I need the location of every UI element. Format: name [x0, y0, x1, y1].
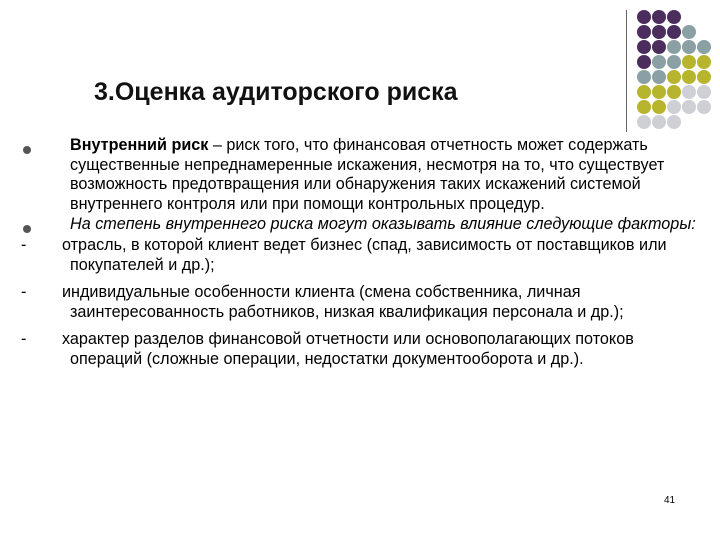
- dot-shape: [652, 100, 666, 114]
- dot-shape: [667, 70, 681, 84]
- dash-icon: -: [21, 330, 27, 349]
- dot-shape: [652, 40, 666, 54]
- term-definition: – риск того, что финансовая отчетность может содержать существенные непреднамеренные искажения, несмотря на то, что существует возможность предотвращения или обнаружения таких искажений системой внутреннего контроля или при помощи контрольных процедур.: [70, 136, 665, 213]
- dot-shape: [667, 115, 681, 129]
- dot-shape: [652, 25, 666, 39]
- list-item: [18, 236, 698, 275]
- dot-shape: [682, 70, 696, 84]
- page-number: 41: [664, 495, 676, 506]
- divider-line: [626, 10, 627, 132]
- list-item: [18, 330, 698, 369]
- dot-shape: [667, 40, 681, 54]
- bullet-icon: [23, 146, 31, 154]
- dot-shape: [697, 70, 711, 84]
- slide-content: [18, 136, 698, 370]
- dot-shape: [682, 40, 696, 54]
- factor-text: индивидуальные особенности клиента (смена собственника, личная заинтересованность работников, низкая квалификация персонала и др.);: [62, 283, 624, 321]
- dot-shape: [637, 70, 651, 84]
- dot-shape: [667, 100, 681, 114]
- dot-shape: [682, 85, 696, 99]
- dot-shape: [682, 55, 696, 69]
- dot-shape: [667, 25, 681, 39]
- term-bold: Внутренний риск: [70, 136, 209, 154]
- dot-shape: [637, 100, 651, 114]
- list-item: [18, 215, 698, 235]
- dot-shape: [652, 55, 666, 69]
- dot-shape: [682, 25, 696, 39]
- dot-shape: [697, 85, 711, 99]
- dot-shape: [637, 25, 651, 39]
- dot-shape: [652, 85, 666, 99]
- list-item: [18, 283, 698, 322]
- dot-shape: [697, 55, 711, 69]
- dot-shape: [637, 55, 651, 69]
- dot-shape: [667, 85, 681, 99]
- dot-shape: [637, 10, 651, 24]
- dot-shape: [652, 115, 666, 129]
- dot-shape: [652, 70, 666, 84]
- dot-shape: [697, 40, 711, 54]
- dot-shape: [637, 85, 651, 99]
- factor-text: характер разделов финансовой отчетности или основополагающих потоков операций (сложные операции, недостатки документооборота и др.).: [62, 330, 634, 368]
- dot-shape: [652, 10, 666, 24]
- list-item: [18, 136, 698, 214]
- dot-shape: [637, 115, 651, 129]
- dash-icon: -: [21, 235, 27, 254]
- page-title: 3.Оценка аудиторского риска: [94, 78, 458, 106]
- dash-icon: -: [21, 283, 27, 302]
- bullet-icon: [23, 225, 31, 233]
- factors-intro: На степень внутреннего риска могут оказывать влияние следующие факторы:: [70, 215, 696, 234]
- dot-shape: [667, 10, 681, 24]
- dot-shape: [697, 100, 711, 114]
- dot-shape: [637, 40, 651, 54]
- dot-shape: [667, 55, 681, 69]
- dot-grid-icon: [637, 10, 717, 130]
- factor-text: отрасль, в которой клиент ведет бизнес (спад, зависимость от поставщиков или покупателей и др.);: [62, 235, 667, 274]
- dot-shape: [682, 100, 696, 114]
